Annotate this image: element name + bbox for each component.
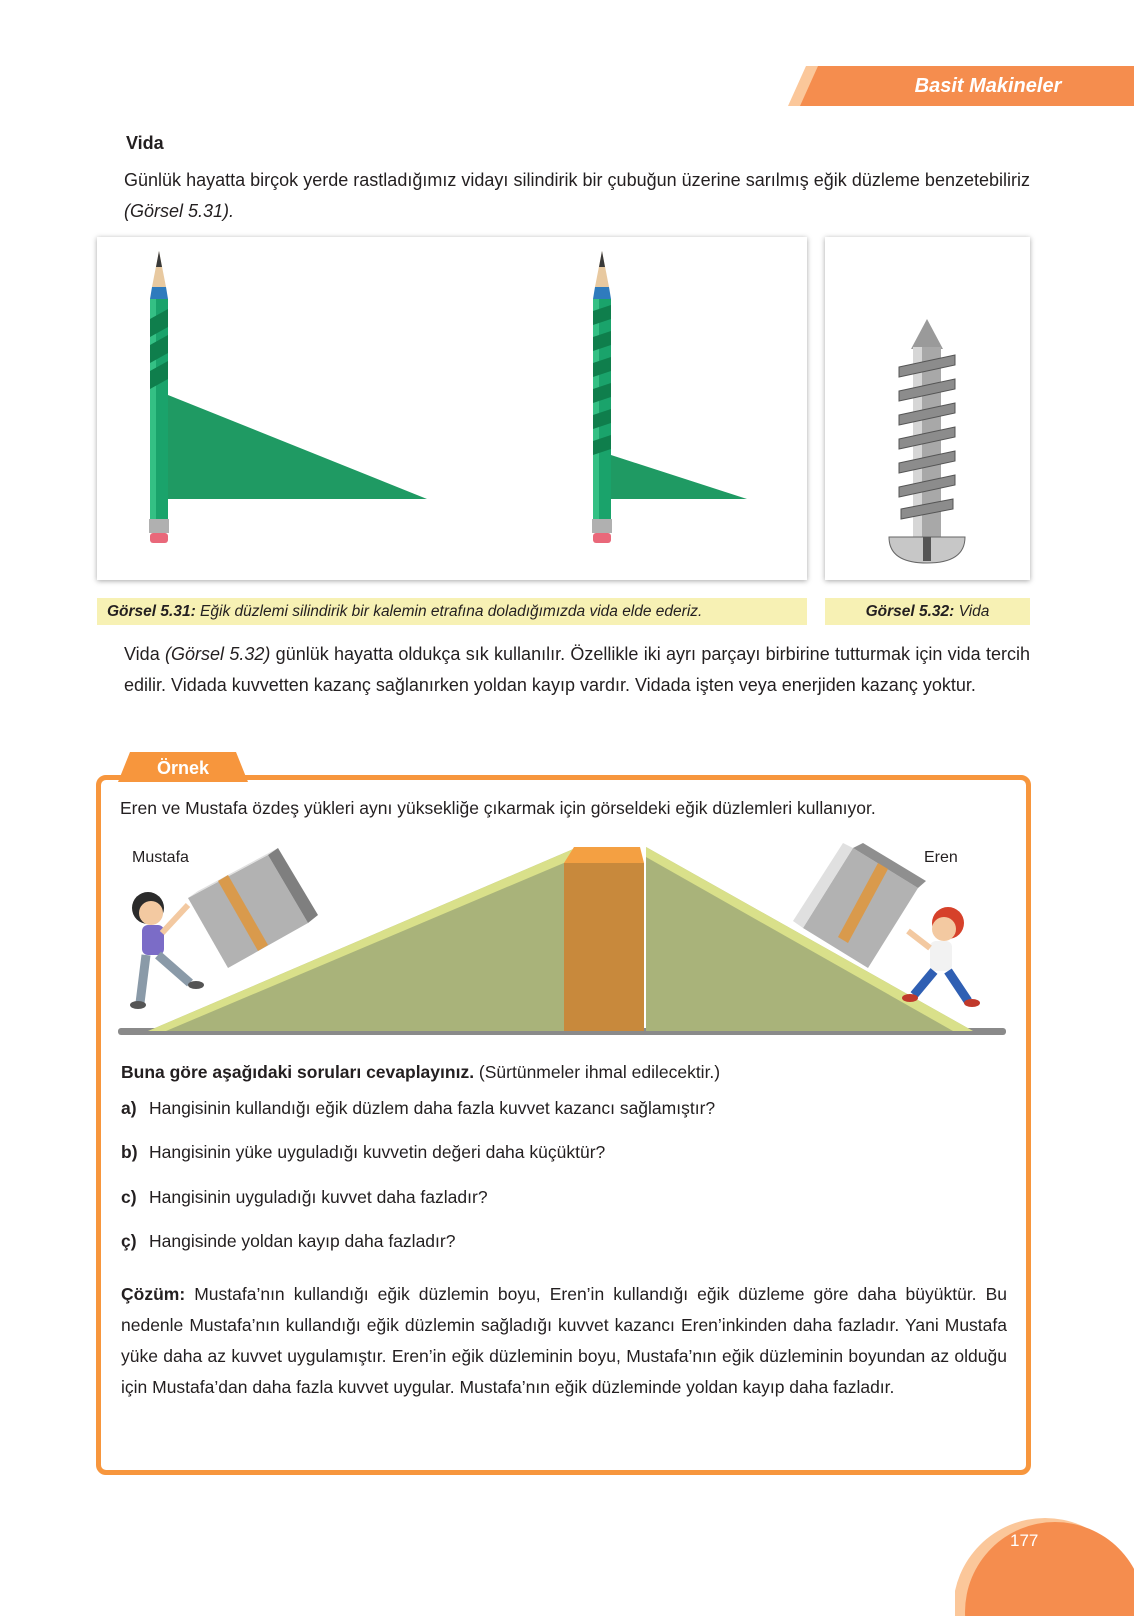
page-number-badge [955, 1500, 1134, 1616]
incline-scene [118, 843, 1006, 1043]
screw-figure-ref: (Görsel 5.32) [165, 644, 271, 664]
question-c-text: Hangisinin uyguladığı kuvvet daha fazladır? [149, 1187, 488, 1207]
intro-figure-ref: (Görsel 5.31). [124, 201, 235, 221]
screw-paragraph-start: Vida [124, 644, 166, 664]
pencil-incline-illustration [97, 237, 807, 580]
solution-text: Mustafa’nın kullandığı eğik düzlemin boyu, Eren’in kullandığı eğik düzleme göre daha büyüktür. Bu nedenle Mustafa’nın kullandığı eğik düzlemin sağladığı kuvvet kazancı Eren’inkinden daha fazladır. Yani Mustafa yüke daha az kuvvet uygulamıştır. Eren’in eğik düzleminin boyu, Mustafa’nın eğik düzleminin boyundan az olduğu için Mustafa’dan daha fazla kuvvet uygular. Mustafa’nın eğik düzleminde yoldan kayıp daha fazladır. [121, 1284, 1007, 1397]
figure-5-32-caption-text: Vida [954, 603, 990, 620]
chapter-header-tab [788, 66, 1134, 106]
solution-label: Çözüm: [121, 1284, 186, 1304]
example-intro: Eren ve Mustafa özdeş yükleri aynı yüksekliğe çıkarmak için görseldeki eğik düzlemleri kullanıyor. [120, 798, 876, 818]
incline-scene-illustration [118, 843, 1006, 1043]
question-c-letter: c) [121, 1187, 137, 1207]
figure-5-31-caption-text: Eğik düzlemi silindirik bir kalemin etrafına doladığımızda vida elde ederiz. [195, 603, 703, 620]
solution-paragraph [121, 1279, 1007, 1403]
chapter-title: Basit Makineler [914, 75, 1062, 97]
mustafa-label: Mustafa [132, 849, 189, 866]
eren-label: Eren [924, 849, 958, 866]
question-a-text: Hangisinin kullandığı eğik düzlem daha fazla kuvvet kazancı sağlamıştır? [149, 1098, 716, 1118]
question-a-letter: a) [121, 1098, 137, 1118]
intro-text: Günlük hayatta birçok yerde rastladığımız vidayı silindirik bir çubuğun üzerine sarılmış eğik düzleme benzetebiliriz [124, 170, 1030, 190]
question-cedilla [121, 1231, 455, 1252]
mustafa-figure [130, 892, 204, 1009]
pencil-with-large-incline [149, 251, 427, 543]
eren-figure [902, 907, 980, 1007]
question-cedilla-text: Hangisinde yoldan kayıp daha fazladır? [149, 1231, 456, 1251]
example-tab [118, 752, 248, 782]
figure-5-32-label: Görsel 5.32: [865, 603, 955, 620]
figure-5-31 [97, 237, 807, 580]
screw-illustration [825, 237, 1030, 580]
pencil-with-small-incline [592, 251, 747, 543]
figure-5-31-caption [97, 598, 807, 625]
intro-paragraph [124, 165, 1030, 227]
question-heading-bold: Buna göre aşağıdaki soruları cevaplayınız. [121, 1062, 475, 1082]
screw-paragraph [124, 639, 1030, 701]
figure-5-31-label: Görsel 5.31: [107, 603, 196, 620]
example-tab-label: Örnek [156, 758, 210, 778]
question-heading-note: (Sürtünmeler ihmal edilecektir.) [474, 1062, 721, 1082]
figure-5-32-caption [825, 598, 1030, 625]
question-heading [121, 1062, 720, 1083]
page-number: 177 [1010, 1531, 1039, 1550]
question-a [121, 1098, 715, 1119]
question-b [121, 1142, 605, 1163]
question-b-letter: b) [121, 1142, 138, 1162]
question-c [121, 1187, 488, 1208]
mustafa-box [188, 848, 318, 968]
screw-paragraph-rest: günlük hayatta oldukça sık kullanılır. Özellikle iki ayrı parçayı birbirine tutturmak için vida tercih edilir. Vidada kuvvetten kazanç sağlanırken yoldan kayıp vardır. Vidada işten veya enerjiden kazanç yoktur. [124, 644, 1031, 695]
figure-5-32 [825, 237, 1030, 580]
question-cedilla-letter: ç) [121, 1231, 137, 1251]
section-title: Vida [126, 133, 164, 153]
question-b-text: Hangisinin yüke uyguladığı kuvvetin değeri daha küçüktür? [149, 1142, 606, 1162]
